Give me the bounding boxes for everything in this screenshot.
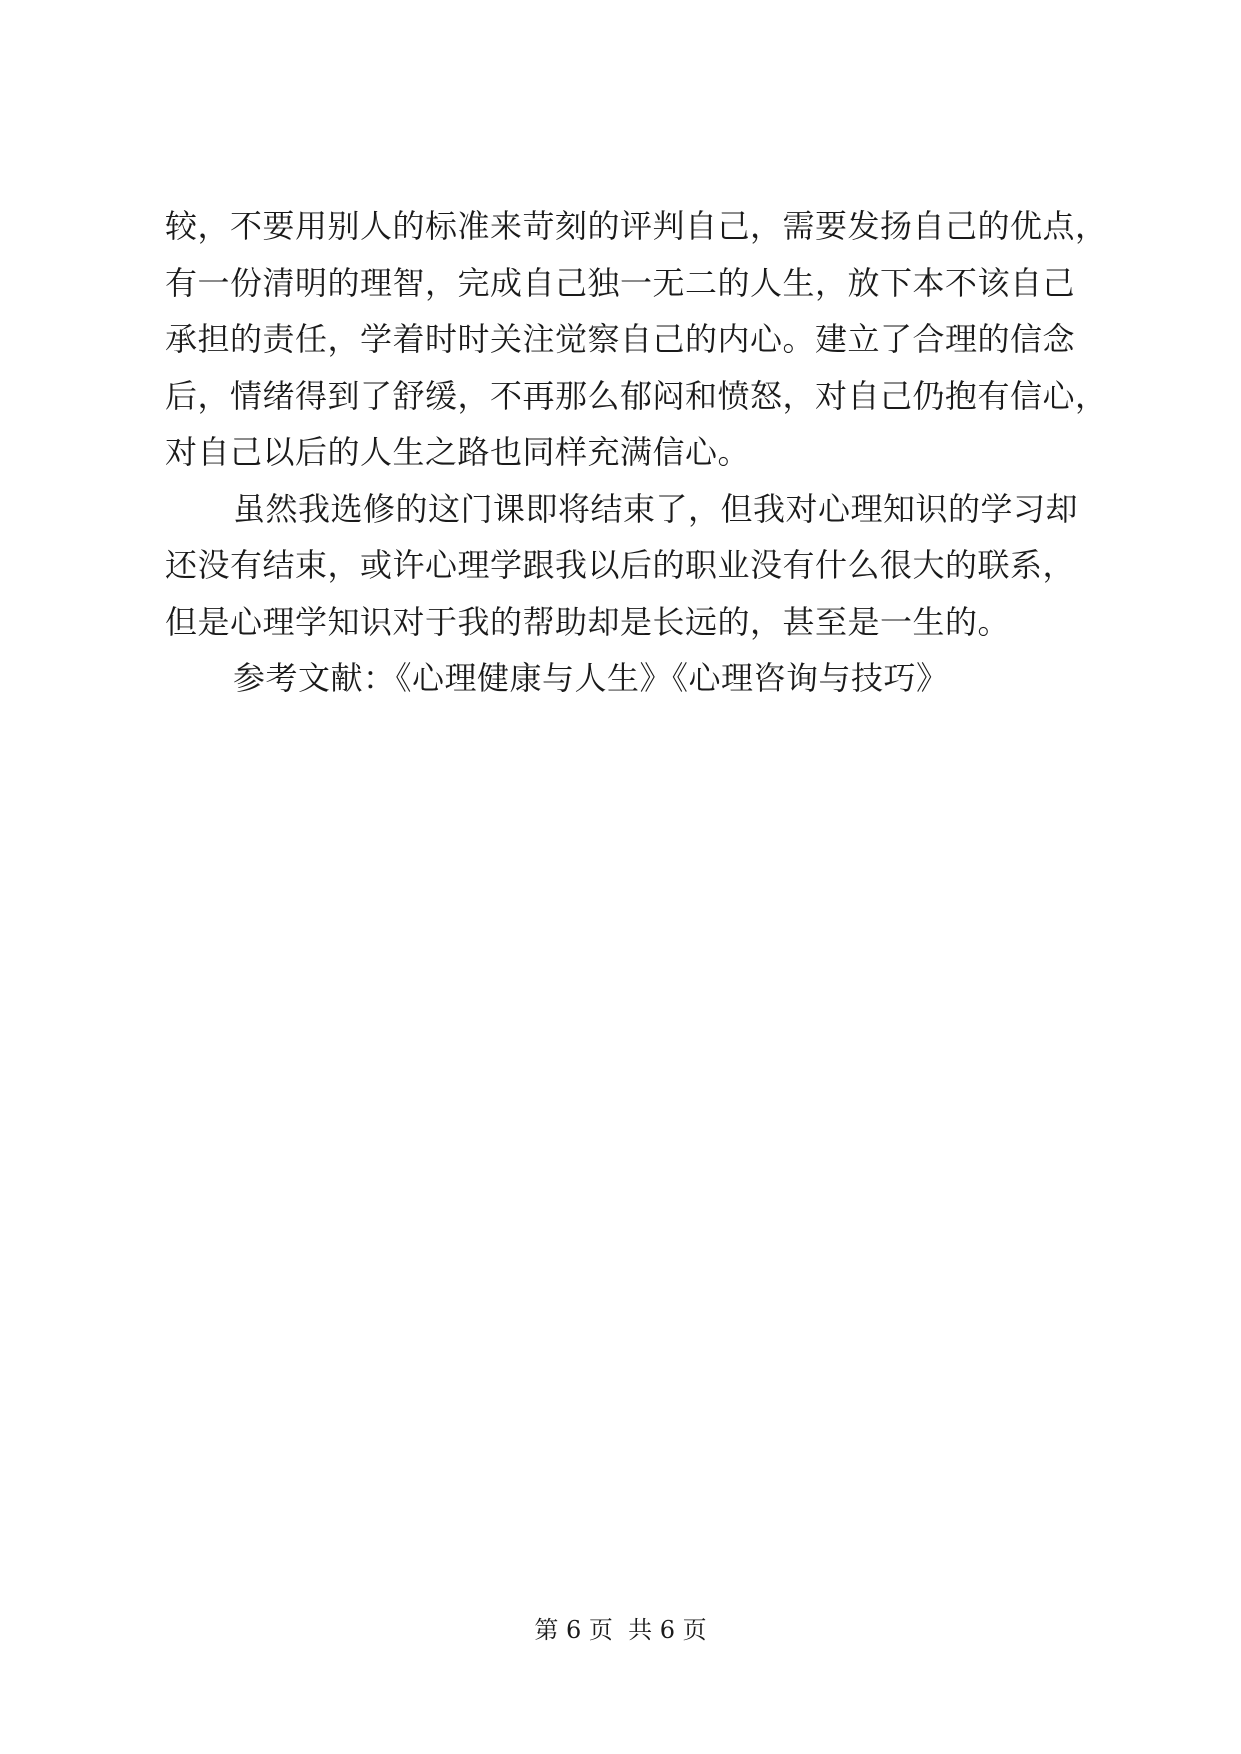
page-number-footer: 第 6 页 共 6 页 xyxy=(534,1616,707,1644)
text-line: 但是心理学知识对于我的帮助却是长远的，甚至是一生的。 xyxy=(165,602,1011,641)
text-line: 还没有结束，或许心理学跟我以后的职业没有什么很大的联系， xyxy=(165,546,1076,584)
references-line: 参考文献：《心理健康与人生》《心理咨询与技巧》 xyxy=(233,659,949,697)
body-text xyxy=(165,198,1108,707)
paragraph-2 xyxy=(165,481,1090,651)
references xyxy=(165,650,1090,707)
text-line: 承担的责任，学着时时关注觉察自己的内心。建立了合理的信念 xyxy=(165,320,1076,358)
text-line: 有一份清明的理智，完成自己独一无二的人生，放下本不该自己 xyxy=(165,263,1076,302)
paragraph-1 xyxy=(165,198,1108,481)
text-line: 虽然我选修的这门课即将结束了，但我对心理知识的学习却 xyxy=(233,489,1079,528)
text-line: 后，情绪得到了舒缓，不再那么郁闷和愤怒，对自己仍抱有信心， xyxy=(165,376,1108,415)
text-line: 对自己以后的人生之路也同样充满信心。 xyxy=(165,433,751,471)
text-line: 较，不要用别人的标准来苛刻的评判自己，需要发扬自己的优点， xyxy=(165,207,1108,245)
